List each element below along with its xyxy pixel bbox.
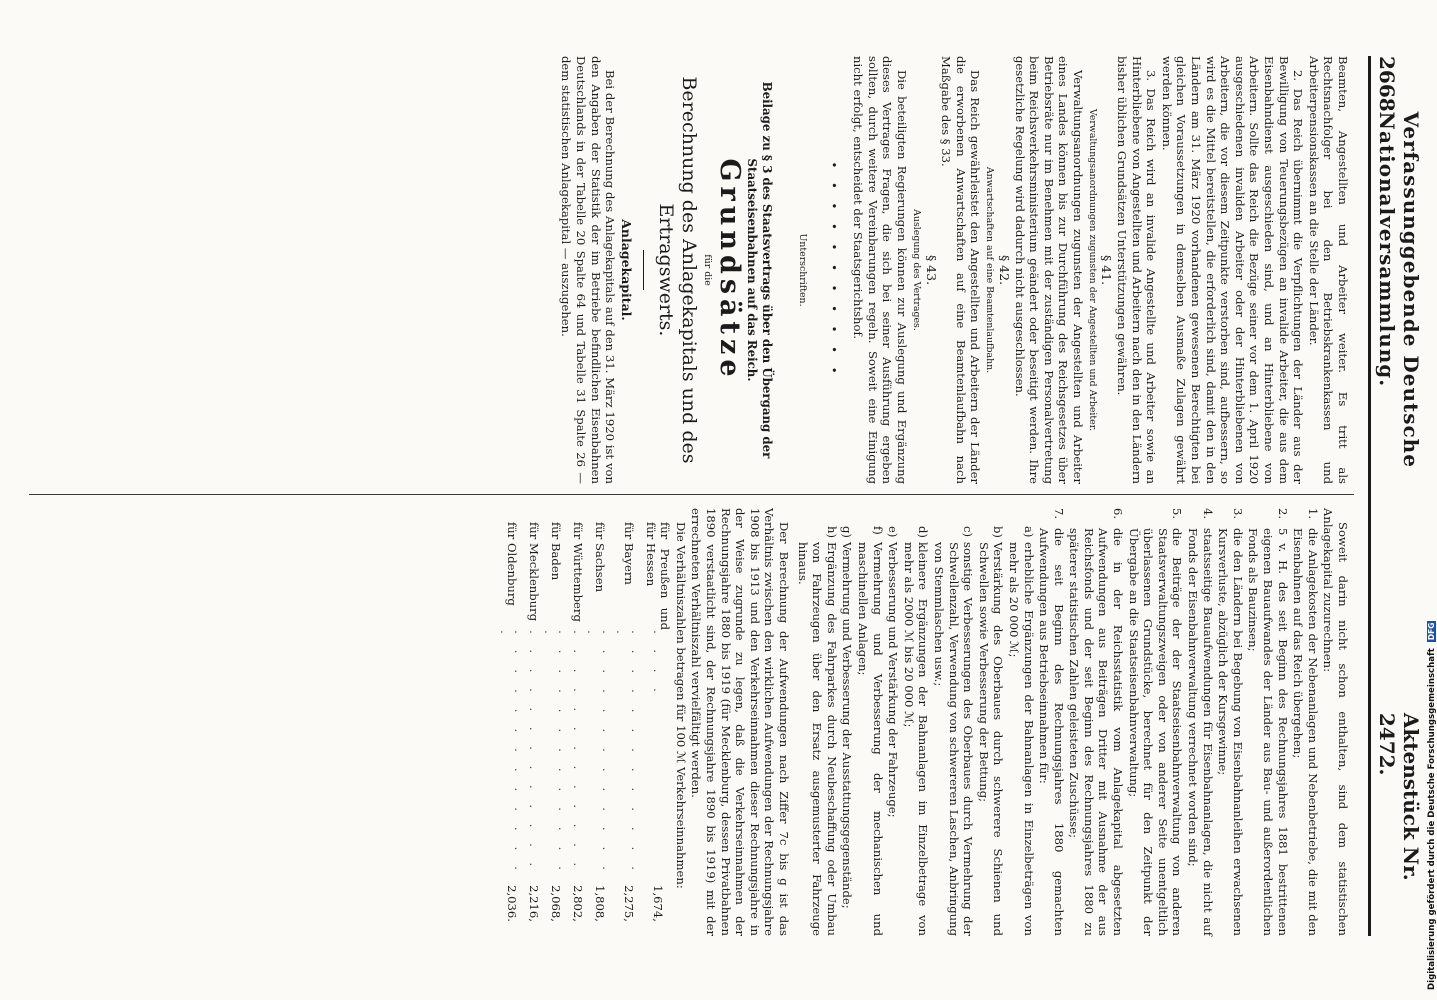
sublist-item xyxy=(976,526,1005,936)
list-text: staatsseitige Bauaufwendungen für Eisenbahnanlagen, die nicht auf Fonds der Eisenbahnverwaltung verrechnet worden sind; xyxy=(1186,528,1215,936)
sublist-text: Verstärkung des Oberbaues durch schwerere Schienen und Schwellen sowie Verbesserung der Bettung; xyxy=(976,542,1006,936)
paragraph: Der Berechnung der Aufwendungen nach Ziffer 7c bis g ist das Verhältnis zwischen den wirklichen Aufwendungen der Rechnungsjahre 1908 bis 1913 und den Verkehrseinnahmen dieser Rechnungsjahre in der Weise zugrunde zu legen, daß die Verkehrseinnahmen der Rechnungsjahre 1880 bis 1919 (für Mecklenburg, dessen Privatbahnen 1890 verstaatlicht sind, der Rechnungsjahre 1890 bis 1919) mit der errechneten Verhältniszahl vervielfältigt werden. xyxy=(689,508,792,936)
ratio-label: für Mecklenburg xyxy=(526,522,541,622)
table-row xyxy=(497,522,526,922)
ratio-label: für Sachsen xyxy=(592,522,607,593)
sublist-letter: d) xyxy=(916,526,931,538)
lettered-sublist xyxy=(795,508,1036,936)
paragraph: Das Reich gewährleistet den Angestellten und Arbeitern der Länder die erworbenen Anwartschaften auf eine Beamtenlaufbahn nach Maßgabe des § 33. xyxy=(939,56,983,484)
annex-subtitle: Berechnung des Anlagekapitals und des Ertragswerts. xyxy=(654,76,700,464)
paragraph: Soweit darin nicht schon enthalten, sind dem statistischen Anlagekapital zuzurechnen: xyxy=(1321,508,1350,936)
sublist-text: Ergänzung des Fahrparkes durch Neubeschaffung oder Umbau von Fahrzeugen über den Ersatz ausgemusterter Fahrzeuge hinaus. xyxy=(795,542,839,936)
sublist-text: Verbesserung und Verstärkung der Fahrzeuge; xyxy=(886,542,901,818)
annex-for: für die xyxy=(701,254,713,286)
leader-dots: . . . . . . . . . . . . . . xyxy=(585,630,614,876)
sublist-letter: f) xyxy=(870,526,885,535)
sublist-text: Vermehrung und Verbesserung der mechanischen und maschinellen Anlagen; xyxy=(856,542,885,936)
ratio-value: 2,036. xyxy=(505,885,520,922)
table-row xyxy=(541,522,570,922)
sublist-text: erhebliche Ergänzungen der Bahnanlagen in Einzelbeträgen von mehr als 20 000 ℳ; xyxy=(1006,542,1036,936)
list-item xyxy=(1126,508,1184,936)
table-row xyxy=(526,522,541,922)
ratio-label: für Württemberg xyxy=(570,522,585,622)
sublist-item xyxy=(840,526,855,936)
leader-dots: . . . . . . . . . . . . . xyxy=(570,630,585,873)
ratio-table xyxy=(497,522,672,922)
sublist-item xyxy=(886,526,901,936)
list-text: die seit Beginn des Rechnungsjahres 1880 gemachten Aufwendungen aus Betriebseinnahmen für: xyxy=(1037,528,1066,936)
paragraph: Beamten, Angestellten und Arbeiter weiter. Es tritt als Rechtsnachfolger bei den Betriebskrankenkassen und Arbeiterpensionskassen an die Stelle der Länder. xyxy=(1306,56,1350,484)
paragraph: Verwaltungsanordnungen zugunsten der Angestellten und Arbeiter eines Landes können bis zur Durchführung des Reichsgesetzes über Betriebsräte nur im Benehmen mit der zuständigen Personalvertretung beim Reichsverkehrsministerium geändert oder beseitigt werden. Ihre gesetzliche Regelung wird dadurch nicht ausgeschlossen. xyxy=(1012,56,1085,484)
list-number: 1. xyxy=(1305,508,1320,520)
ratio-value: 2,802, xyxy=(570,885,585,922)
table-row xyxy=(643,522,672,922)
list-item xyxy=(1216,508,1245,936)
list-text: die Anlagekosten der Nebenanlagen und Nebenbetriebe, die mit den Eisenbahnen auf das Reich übergehen; xyxy=(1291,528,1320,936)
leader-dots: . . . . xyxy=(650,630,665,698)
sublist-letter: b) xyxy=(991,526,1006,538)
dfg-logo: DFG xyxy=(1427,622,1436,641)
sublist-letter: g) xyxy=(840,526,855,538)
capital-heading: Anlagekapital. xyxy=(618,219,634,321)
ratio-value: 2,275, xyxy=(621,885,636,922)
list-number: 5. xyxy=(1170,508,1185,520)
leader-dots: . . . . . . . . . . . . . xyxy=(526,630,541,873)
sublist-letter: e) xyxy=(886,526,901,538)
short-divider xyxy=(643,250,644,290)
leader-dots: . . . . . . . . . . . . . . xyxy=(497,630,527,876)
page-number: 2668 xyxy=(1375,56,1399,112)
credit-text: Digitalisierung gefördert durch die Deutsche Forschungsgemeinschaft xyxy=(1427,648,1437,990)
list-item xyxy=(1185,508,1214,936)
table-row xyxy=(585,522,614,922)
header-title: Verfassunggebende Deutsche Nationalversammlung. xyxy=(1375,111,1423,468)
paragraph: 2. Das Reich übernimmt die Verpflichtungen der Länder aus der Bewilligung von Teuerungsbezügen an invalide Arbeiter, die aus dem Eisenbahndienst ausgeschieden sind, und an Hinterbliebene von Arbeitern. Sollte das Reich die Bezüge seiner vor dem 1. April 1920 ausgeschiedenen invaliden Arbeiter oder der Hinterbliebenen von Arbeitern, die vor diesem Zeitpunkte verstorben sind, aufbessern, so wird es die Mittel bereitstellen, die erforderlich sind, damit den in den Ländern am 31. März 1920 vorhandenen gewesenen Berechtigten bei gleichen Voraussetzungen in demselben Ausmaße Zulagen gewährt werden können. xyxy=(1159,56,1306,484)
ratio-value: 1,674, xyxy=(650,885,665,922)
paragraph: Die Verhältniszahlen betragen für 100 ℳ Verkehrseinnahmen: xyxy=(673,522,688,889)
sublist-item xyxy=(931,526,975,936)
sublist-letter: a) xyxy=(1021,526,1036,538)
list-item xyxy=(1291,508,1320,936)
ratio-value: 2,068, xyxy=(548,885,563,922)
annex-heading: Beilage zu § 3 des Staatsvertrags über den Übergang der Staatseisenbahnen auf das Reich. xyxy=(745,81,774,459)
document-number: Aktenstück Nr. 2472. xyxy=(1375,712,1423,881)
ratio-label: für Bayern xyxy=(621,522,636,585)
annex-title: Grundsätze xyxy=(713,158,745,382)
list-number: 4. xyxy=(1200,508,1215,520)
omission-dots: • • • • • • • • • • • xyxy=(826,161,841,379)
list-text: die Beiträge der der Staatseisenbahnverwaltung von anderen Staatsverwaltungszweigen oder von anderer Seite unentgeltlich überlassenen Grundstücke, berechnet für den Zeitpunkt der Übergabe an die Staatseisenbahnverwaltung; xyxy=(1126,528,1185,936)
ratio-value: 1,808, xyxy=(592,885,607,922)
list-text: die in der Reichsstatistik vom Anlagekapital abgesetzten Aufwendungen aus Beiträgen Dritter mit Ausnahme der aus Reichsfonds und der seit Beginn des Rechnungsjahres 1880 zu späterer statistischen Zahlen geleisteten Zuschüsse; xyxy=(1067,528,1126,936)
leader-dots: . . . . . . . . . . . . . . xyxy=(541,630,571,876)
signatures-note: Unterschriften. xyxy=(797,233,808,307)
numbered-list xyxy=(1037,508,1320,936)
left-column xyxy=(30,56,1350,484)
section-number: § 42. xyxy=(996,254,1012,286)
section-caption: Anwartschaften auf eine Beamtenlaufbahn. xyxy=(984,166,996,374)
list-text: 5 v. H. des seit Beginn des Rechnungsjahres 1881 bestrittenen eigenen Bauaufwandes der Länder aus Bau- und außerordentlichen Fonds als Bauzinsen; xyxy=(1246,528,1290,936)
ratio-value: 2,216, xyxy=(526,885,541,922)
right-column xyxy=(30,508,1350,936)
paragraph: 3. Das Reich wird an invalide Angestellte und Arbeiter sowie an Hinterbliebene von Angestellten und Arbeitern nach den in den Ländern bisher üblichen Grundsätzen Unterstützungen gewähren. xyxy=(1115,56,1159,484)
list-item xyxy=(1037,508,1066,936)
table-row xyxy=(570,522,585,922)
ratio-label: für Oldenburg xyxy=(505,522,520,606)
paragraph: Die beteiligten Regierungen können zur Auslegung und Ergänzung dieses Vertrages Fragen, die sich bei seiner Ausführung ergeben sollten, durch weitere Vereinbarungen regeln. Soweit eine Einigung nicht erfolgt, entscheidet der Staatsgerichtshof. xyxy=(851,56,909,484)
table-row xyxy=(614,522,643,922)
list-item xyxy=(1246,508,1290,936)
page-header xyxy=(1368,56,1423,936)
list-number: 6. xyxy=(1111,508,1126,520)
ratio-label: für Baden xyxy=(548,522,563,581)
digitization-credit xyxy=(1427,621,1437,990)
sublist-text: kleinere Ergänzungen der Bahnanlagen im Einzelbetrage von mehr als 2000 ℳ bis 20 000 ℳ; xyxy=(901,542,931,936)
list-number: 3. xyxy=(1230,508,1245,520)
sublist-item xyxy=(1006,526,1035,936)
sublist-text: Vermehrung und Verbesserung der Ausstattungsgegenstände; xyxy=(840,542,855,909)
section-number: § 43. xyxy=(923,254,939,286)
column-divider xyxy=(29,494,1354,495)
leader-dots: . . . . . . . . . . . . . . xyxy=(614,630,644,876)
list-item xyxy=(1067,508,1125,936)
list-number: 7. xyxy=(1051,508,1066,520)
list-number: 2. xyxy=(1275,508,1290,520)
sublist-letter: h) xyxy=(824,526,839,538)
section-caption: Auslegung des Vertrages. xyxy=(910,209,922,331)
section-caption: Verwaltungsanordnungen zugunsten der Angestellten und Arbeiter. xyxy=(1086,108,1098,432)
sublist-item xyxy=(795,526,839,936)
sublist-text: sonstige Verbesserungen des Oberbaues durch Vermehrung der Schwellenzahl, Verwendung von schwereren Laschen, Anbringung von Stemmlaschen usw.; xyxy=(931,542,976,936)
paragraph: Bei der Berechnung des Anlagekapitals auf den 31. März 1920 ist von den Angaben der Statistik der im Betriebe befindlichen Eisenbahnen Deutschlands in der Tabelle 20 Spalte 64 und Tabelle 31 Spalte 26 — dem statistischen Anlagekapital — auszugehen. xyxy=(559,56,618,484)
sublist-item xyxy=(855,526,884,936)
section-number: § 41. xyxy=(1099,254,1115,286)
sublist-item xyxy=(901,526,930,936)
ratio-label: für Preußen und für Hessen xyxy=(643,522,673,631)
sublist-letter: c) xyxy=(961,526,976,538)
list-text: die den Ländern bei Begebung von Eisenbahnanleihen erwachsenen Kursverluste, abzüglich der Kursgewinne; xyxy=(1216,528,1245,936)
